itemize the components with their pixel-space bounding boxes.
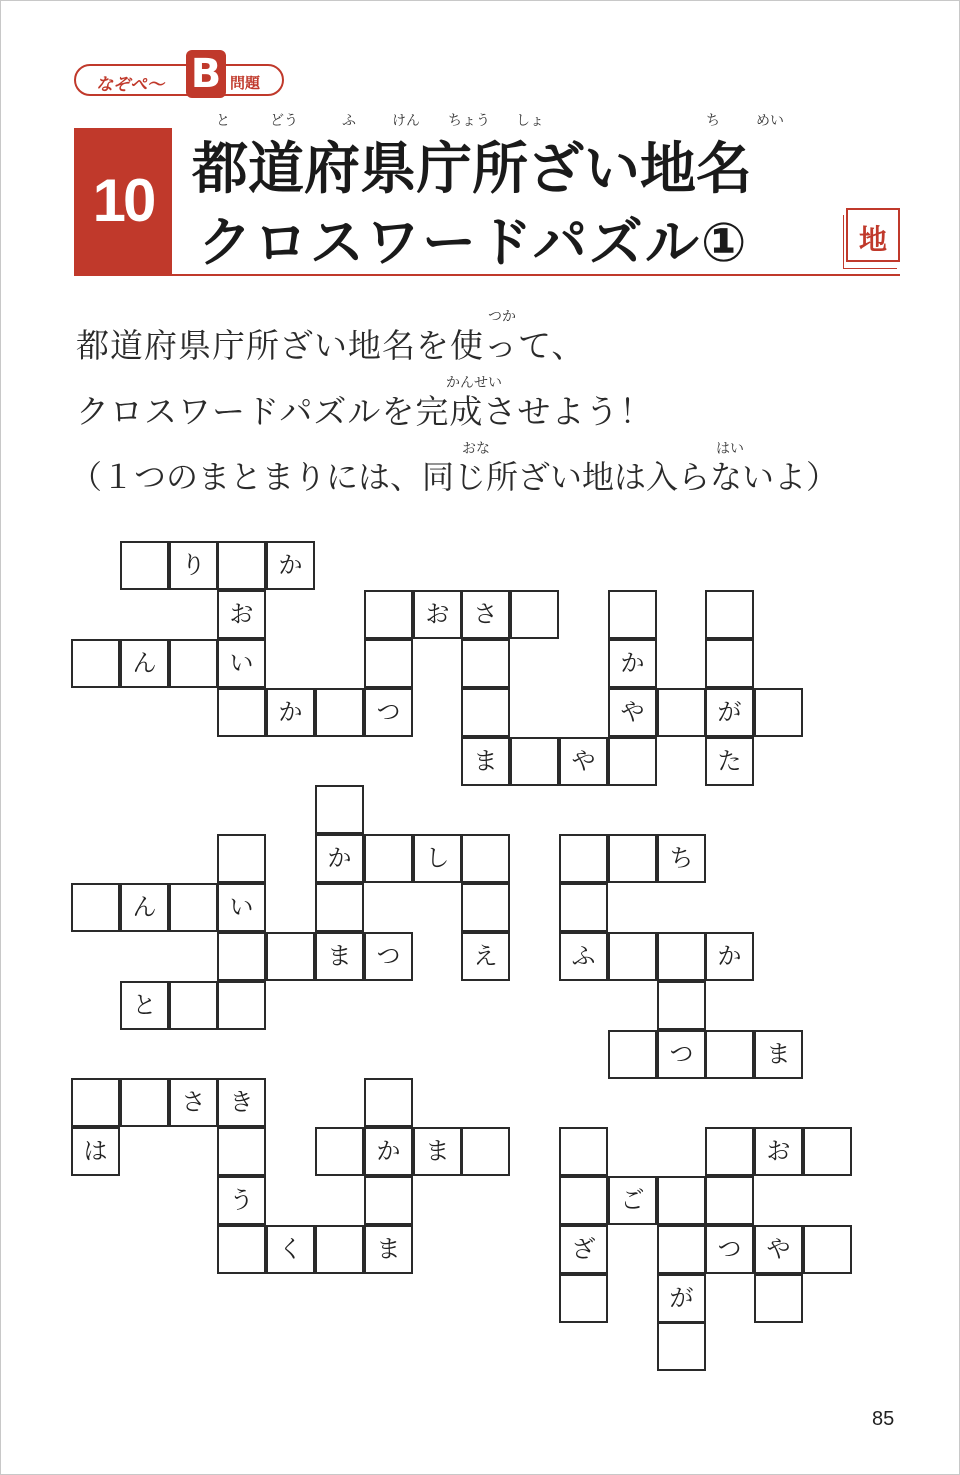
title-ruby: ちょう (448, 113, 490, 129)
level-suffix: 問題 (230, 74, 261, 92)
crossword-cell-empty[interactable] (705, 590, 754, 639)
crossword-cell-empty[interactable] (559, 834, 608, 883)
crossword-cell-empty[interactable] (705, 639, 754, 688)
crossword-cell-filled: ま (413, 1127, 462, 1176)
crossword-cell-filled: か (266, 541, 315, 590)
crossword-cell-empty[interactable] (461, 883, 510, 932)
instruction-line-3: （１つのまとまりには、同じ所ざい地は入らないよ） (70, 458, 839, 496)
page-title-line-2: クロスワードパズル① (198, 211, 749, 274)
crossword-cell-empty[interactable] (705, 1176, 754, 1225)
crossword-cell-empty[interactable] (510, 737, 559, 786)
crossword-cell-empty[interactable] (705, 1030, 754, 1079)
crossword-cell-filled: と (120, 981, 169, 1030)
crossword-cell-empty[interactable] (559, 1274, 608, 1323)
crossword-cell-empty[interactable] (266, 932, 315, 981)
crossword-cell-empty[interactable] (364, 1078, 413, 1127)
crossword-cell-empty[interactable] (657, 1176, 706, 1225)
crossword-cell-filled: ま (364, 1225, 413, 1274)
instruction-ruby: つか (488, 309, 516, 325)
crossword-cell-empty[interactable] (120, 1078, 169, 1127)
crossword-cell-empty[interactable] (169, 981, 218, 1030)
crossword-cell-filled: か (608, 639, 657, 688)
crossword-cell-empty[interactable] (608, 737, 657, 786)
crossword-cell-empty[interactable] (461, 834, 510, 883)
crossword-cell-empty[interactable] (217, 541, 266, 590)
crossword-cell-filled: ま (754, 1030, 803, 1079)
crossword-cell-empty[interactable] (657, 932, 706, 981)
crossword-cell-filled: お (413, 590, 462, 639)
title-ruby: どう (270, 113, 298, 129)
crossword-cell-filled: か (705, 932, 754, 981)
crossword-cell-filled: ん (120, 639, 169, 688)
crossword-cell-empty[interactable] (657, 981, 706, 1030)
title-ruby: ち (706, 113, 720, 129)
instruction-ruby: おな (462, 441, 490, 457)
crossword-cell-filled: ち (657, 834, 706, 883)
instruction-ruby: かんせい (446, 375, 502, 391)
page-number: 85 (872, 1408, 895, 1430)
crossword-cell-empty[interactable] (657, 1322, 706, 1371)
crossword-cell-empty[interactable] (608, 834, 657, 883)
crossword-cell-filled: は (71, 1127, 120, 1176)
crossword-cell-empty[interactable] (754, 688, 803, 737)
crossword-cell-filled: や (559, 737, 608, 786)
crossword-cell-filled: つ (705, 1225, 754, 1274)
crossword-cell-filled: つ (364, 688, 413, 737)
crossword-cell-filled: さ (169, 1078, 218, 1127)
crossword-cell-filled: が (657, 1274, 706, 1323)
crossword-cell-empty[interactable] (461, 1127, 510, 1176)
crossword-cell-empty[interactable] (364, 590, 413, 639)
instruction-line-2: クロスワードパズルを完成させよう！ (76, 392, 654, 431)
crossword-cell-filled: か (315, 834, 364, 883)
crossword-cell-filled: き (217, 1078, 266, 1127)
crossword-cell-empty[interactable] (71, 639, 120, 688)
crossword-cell-empty[interactable] (559, 1127, 608, 1176)
crossword-cell-empty[interactable] (510, 590, 559, 639)
crossword-cell-filled: し (413, 834, 462, 883)
crossword-cell-filled: つ (364, 932, 413, 981)
crossword-cell-empty[interactable] (803, 1225, 852, 1274)
crossword-cell-filled: さ (461, 590, 510, 639)
subject-tag (846, 208, 900, 262)
crossword-cell-filled: か (364, 1127, 413, 1176)
crossword-cell-empty[interactable] (315, 1127, 364, 1176)
instruction-line-1: 都道府県庁所ざい地名を使って、 (76, 326, 586, 365)
crossword-cell-empty[interactable] (657, 1225, 706, 1274)
crossword-cell-empty[interactable] (217, 1225, 266, 1274)
crossword-cell-empty[interactable] (559, 883, 608, 932)
crossword-cell-empty[interactable] (364, 1176, 413, 1225)
instruction-ruby: はい (716, 441, 744, 457)
crossword-cell-empty[interactable] (315, 688, 364, 737)
crossword-cell-empty[interactable] (71, 883, 120, 932)
crossword-cell-empty[interactable] (217, 1127, 266, 1176)
crossword-cell-empty[interactable] (754, 1274, 803, 1323)
crossword-cell-empty[interactable] (559, 1176, 608, 1225)
crossword-cell-empty[interactable] (217, 688, 266, 737)
crossword-cell-empty[interactable] (608, 1030, 657, 1079)
page-title-line-1: 都道府県庁所ざい地名 (192, 137, 752, 202)
crossword-cell-empty[interactable] (217, 932, 266, 981)
crossword-cell-empty[interactable] (705, 1127, 754, 1176)
title-ruby: めい (756, 113, 784, 129)
crossword-cell-empty[interactable] (315, 785, 364, 834)
crossword-cell-filled: い (217, 639, 266, 688)
crossword-cell-empty[interactable] (803, 1127, 852, 1176)
title-ruby: と (216, 113, 230, 129)
crossword-cell-empty[interactable] (315, 883, 364, 932)
crossword-cell-empty[interactable] (315, 1225, 364, 1274)
crossword-cell-empty[interactable] (461, 688, 510, 737)
crossword-cell-filled: や (608, 688, 657, 737)
crossword-cell-filled: ざ (559, 1225, 608, 1274)
series-label: なぞぺ〜 (96, 75, 164, 95)
title-ruby: けん (392, 113, 420, 129)
crossword-cell-filled: り (169, 541, 218, 590)
problem-number: 10 (92, 167, 154, 234)
crossword-cell-empty[interactable] (71, 1078, 120, 1127)
crossword-cell-empty[interactable] (120, 541, 169, 590)
crossword-cell-filled: ふ (559, 932, 608, 981)
crossword-cell-filled: お (217, 590, 266, 639)
crossword-cell-filled: ん (120, 883, 169, 932)
problem-number-block (74, 128, 172, 276)
crossword-cell-empty[interactable] (608, 590, 657, 639)
crossword-cell-empty[interactable] (364, 834, 413, 883)
title-ruby: ふ (342, 113, 356, 129)
crossword-cell-empty[interactable] (169, 639, 218, 688)
crossword-cell-filled: ま (461, 737, 510, 786)
crossword-cell-empty[interactable] (169, 883, 218, 932)
crossword-cell-filled: や (754, 1225, 803, 1274)
crossword-cell-empty[interactable] (217, 981, 266, 1030)
crossword-cell-filled: た (705, 737, 754, 786)
crossword-cell-filled: つ (657, 1030, 706, 1079)
crossword-cell-filled: か (266, 688, 315, 737)
crossword-cell-filled: ご (608, 1176, 657, 1225)
crossword-cell-empty[interactable] (461, 639, 510, 688)
crossword-cell-empty[interactable] (364, 639, 413, 688)
crossword-cell-empty[interactable] (217, 834, 266, 883)
crossword-cell-empty[interactable] (657, 688, 706, 737)
crossword-cell-filled: う (217, 1176, 266, 1225)
subject-char: 地 (858, 223, 887, 256)
crossword-cell-filled: ま (315, 932, 364, 981)
level-letter: B (186, 50, 226, 98)
crossword-cell-empty[interactable] (608, 932, 657, 981)
crossword-cell-filled: く (266, 1225, 315, 1274)
crossword-cell-filled: え (461, 932, 510, 981)
crossword-cell-filled: お (754, 1127, 803, 1176)
crossword-cell-filled: が (705, 688, 754, 737)
title-ruby: しょ (516, 113, 544, 129)
crossword-cell-filled: い (217, 883, 266, 932)
